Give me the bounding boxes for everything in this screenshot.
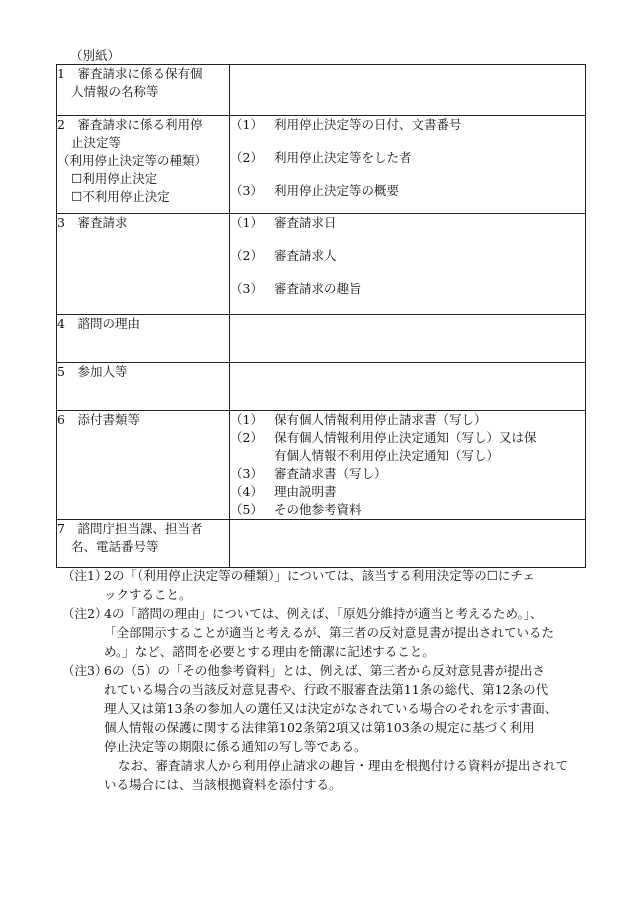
list-item: （1） 利用停止決定等の日付、文書番号 [230, 117, 462, 132]
checkbox-usage-stop-decision[interactable]: ☐利用停止決定 [71, 171, 158, 186]
list-item: （3） 利用停止決定等の概要 [230, 183, 400, 198]
list-item: （5） その他参考資料 [230, 502, 362, 517]
annex-label: （別紙） [70, 48, 121, 63]
notes-section [62, 566, 592, 794]
list-item: （1） 審査請求日 [230, 215, 337, 230]
note-2: （注2） 4の「諮問の理由」については、例えば、「原処分維持が適当と考えるため。」、 「全部開示することが適当と考えるが、第三者の反対意見書が提出されているた め。」など、諮問を必要とする理由を簡潔に記述すること。 [62, 606, 555, 659]
row7-label: 7 諮問庁担当課、担当者 名、電話番号等 [57, 520, 230, 568]
table-row [57, 411, 586, 520]
list-item: （3） 審査請求の趣旨 [230, 281, 362, 296]
list-item: （2） 審査請求人 [230, 248, 337, 263]
note-3: （注3） 6の（5）の「その他参考資料」とは、例えば、第三者から反対意見書が提出さ れている場合の当該反対意見書や、行政不服審査法第11条の総代、第12条の代 理人又は第13条の参加人の選任又は決定がなされている場合のそれを示す書面、 個人情報の保護に関する法律第102条第2項又は第103条の規定に基づく利用 停止決定等の期限に係る通知の写し等である。 [62, 663, 558, 754]
row5-content[interactable] [230, 363, 586, 411]
note-3-supplement: なお、審査請求人から利用停止請求の趣旨・理由を根拠付ける資料が提出されて いる場合には、当該根拠資料を添付する。 [104, 758, 569, 792]
table-row [57, 116, 586, 214]
list-item: （3） 審査請求書（写し） [230, 466, 387, 481]
table-row [57, 214, 586, 315]
list-item: （2） 利用停止決定等をした者 [230, 150, 412, 165]
list-item: （1） 保有個人情報利用停止請求書（写し） [230, 412, 487, 427]
row4-label: 4 諮問の理由 [57, 315, 230, 363]
table-row [57, 315, 586, 363]
consultation-form-table [56, 64, 586, 568]
row6-label: 6 添付書類等 [57, 411, 230, 520]
table-row [57, 520, 586, 568]
row4-content[interactable] [230, 315, 586, 363]
row5-label: 5 参加人等 [57, 363, 230, 411]
list-item: （4） 理由説明書 [230, 484, 337, 499]
table-row [57, 363, 586, 411]
row1-content[interactable] [230, 65, 586, 116]
list-item-continuation: 有個人情報不利用停止決定通知（写し） [274, 448, 500, 463]
row3-content [230, 214, 586, 315]
row1-label: 1 審査請求に係る保有個 人情報の名称等 [57, 65, 230, 116]
table-row [57, 65, 586, 116]
note-1: （注1） 2の「（利用停止決定等の種類）」については、該当する利用決定等の☐にチェ ックすること。 [62, 568, 536, 602]
list-item: （2） 保有個人情報利用停止決定通知（写し）又は保 [230, 430, 537, 445]
row2-content [230, 116, 586, 214]
row7-content[interactable] [230, 520, 586, 568]
row6-content [230, 411, 586, 520]
row2-label: 2 審査請求に係る利用停 止決定等 （利用停止決定等の種類） ☐利用停止決定 ☐不利用停止決定 [57, 116, 230, 214]
checkbox-non-usage-stop-decision[interactable]: ☐不利用停止決定 [71, 189, 170, 204]
row3-label: 3 審査請求 [57, 214, 230, 315]
